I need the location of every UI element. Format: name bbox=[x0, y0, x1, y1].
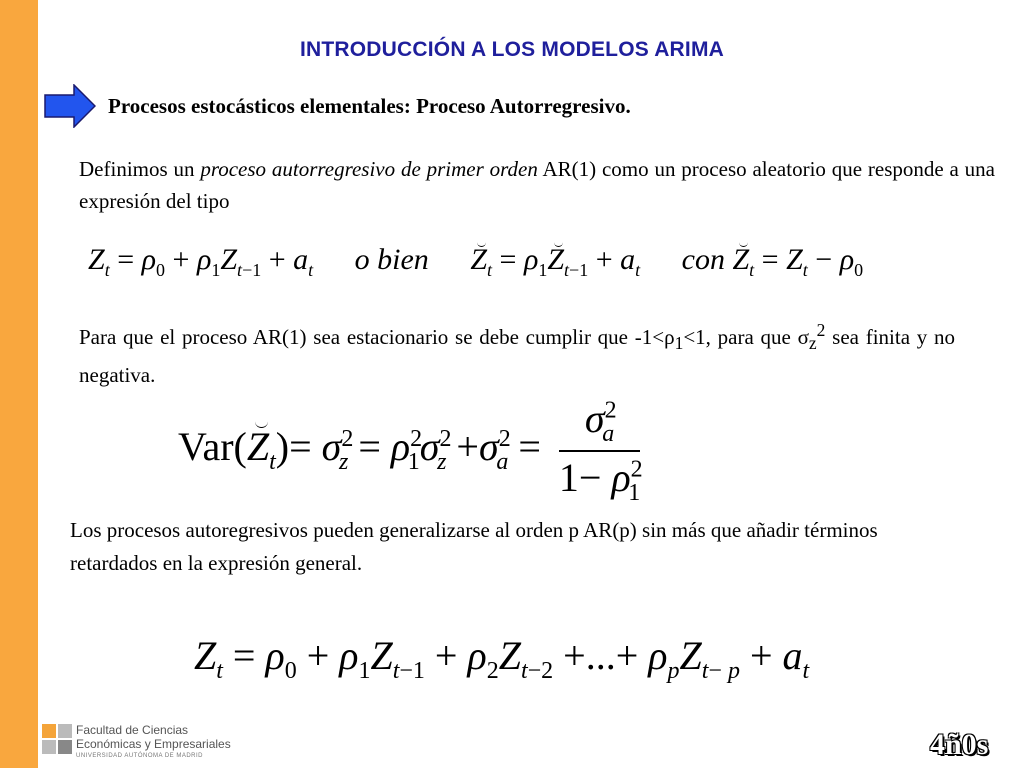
year-badge: 4ñ0s bbox=[930, 728, 989, 761]
stationarity-sub2: z bbox=[808, 333, 817, 354]
slide-title: INTRODUCCIÓN A LOS MODELOS ARIMA bbox=[299, 38, 725, 61]
stationarity-part1: Para que el proceso AR(1) sea estacionario se debe cumplir que -1<ρ bbox=[79, 325, 675, 349]
equation-variance: $Var(Z_t)= \sigma^2_z = \rho^2_1\sigma^2_z +\sigma^2_a$ = $\frac{\sigma^2_a}{1- \rho^2_1}$ bbox=[178, 396, 643, 506]
paragraph-definition-italic: proceso autorregresivo de primer orden bbox=[200, 157, 538, 181]
faculty-logo-icon bbox=[42, 724, 72, 754]
stationarity-part3: sea finita y no negativa. bbox=[79, 325, 955, 388]
logo-line3: UNIVERSIDAD AUTÓNOMA DE MADRID bbox=[76, 753, 204, 759]
paragraph-generalization: Los procesos autoregresivos pueden generalizarse al orden p AR(p) sin más que añadir términos retardados en la expresión general. bbox=[70, 518, 878, 575]
equation-arp: $Z_t = \rho_0 + \rho_1Z_{t-1} + \rho_2Z_{t-2}$ +...+ $\rho_pZ_{t- p} + a_t$ bbox=[194, 633, 810, 684]
paragraph-definition-suffix: AR(1) como un proceso aleatorio que responde a una expresión del tipo bbox=[79, 157, 996, 213]
equation-ar1: $Z_t = \rho_0 + \rho_1Z_{t-1} + a_t$ o bien $Z_t = \rho_1Z_{t-1} + a_t$ con $Z_t = Z_t - \rho_0$ bbox=[88, 243, 864, 280]
faculty-logo bbox=[42, 722, 252, 764]
variance-func: Var bbox=[178, 424, 234, 470]
slide-subtitle: Procesos estocásticos elementales: Proceso Autorregresivo. bbox=[108, 94, 631, 118]
arrow-right-icon bbox=[44, 84, 96, 128]
stationarity-part2: <1, para que σ bbox=[683, 325, 809, 349]
stationarity-sub1: 1 bbox=[674, 333, 684, 354]
equation-connector-con: con bbox=[681, 243, 725, 276]
equation-connector-obien: o bien bbox=[354, 243, 429, 276]
logo-line2: Económicas y Empresariales bbox=[76, 737, 231, 751]
logo-line1: Facultad de Ciencias bbox=[76, 723, 189, 737]
stationarity-sup2: 2 bbox=[816, 320, 826, 340]
sidebar-stripe bbox=[0, 0, 38, 768]
paragraph-definition-prefix: Definimos un bbox=[79, 157, 201, 181]
paragraph-definition bbox=[79, 153, 995, 217]
paragraph-stationarity bbox=[79, 314, 955, 391]
